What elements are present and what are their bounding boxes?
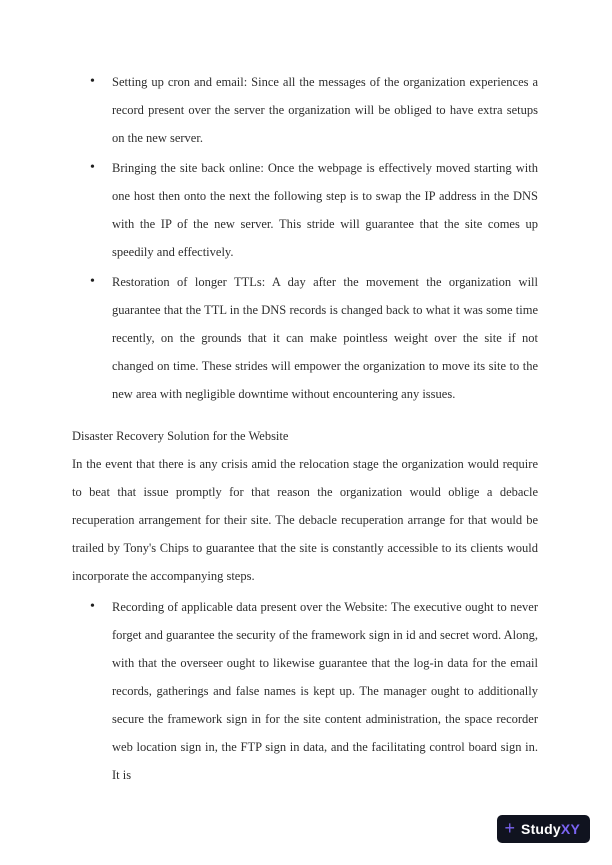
logo-text-xy: XY	[560, 821, 580, 837]
bullet-item	[72, 154, 538, 266]
intro-paragraph: In the event that there is any crisis amid the relocation stage the organization would require to beat that issue promptly for that reason the organization would oblige a debacle recuperation arrangement for their site. The debacle recuperation arrange for that would be trailed by Tony's Chips to guarantee that the site is constantly accessible to its clients would incorporate the accompanying steps.	[72, 457, 538, 583]
bullet-text: Restoration of longer TTLs: A day after the movement the organization will guarantee that the TTL in the DNS records is changed back to what it was some time recently, on the grounds that it can make pointless weight over the site if not changed on time. These strides will empower the organization to move its site to the new area with negligible downtime without encountering any issues.	[112, 275, 538, 401]
migration-steps-list	[72, 68, 538, 408]
bullet-item	[72, 593, 538, 789]
bullet-item	[72, 268, 538, 408]
bullet-text: Setting up cron and email: Since all the messages of the organization experiences a record present over the server the organization will be obliged to have extra setups on the new server.	[112, 75, 538, 145]
recovery-steps-list	[72, 593, 538, 789]
bullet-item	[72, 68, 538, 152]
logo-text	[521, 822, 580, 836]
logo-text-study: Study	[521, 821, 561, 837]
studyxy-logo[interactable]	[497, 815, 590, 843]
plus-icon: +	[504, 818, 516, 838]
bullet-text: Bringing the site back online: Once the webpage is effectively moved starting with one host then onto the next the following step is to swap the IP address in the DNS with the IP of the new server. This stride will guarantee that the site comes up speedily and effectively.	[112, 161, 538, 259]
bullet-text: Recording of applicable data present over the Website: The executive ought to never forget and guarantee the security of the framework sign in id and secret word. Along, with that the overseer ought to likewise guarantee that the log-in data for the email records, gatherings and false names is kept up. The manager ought to additionally secure the framework sign in for the site content administration, the space recorder web location sign in, the FTP sign in data, and the facilitating control board sign in. It is	[112, 600, 538, 782]
section-heading: Disaster Recovery Solution for the Website	[72, 429, 289, 443]
